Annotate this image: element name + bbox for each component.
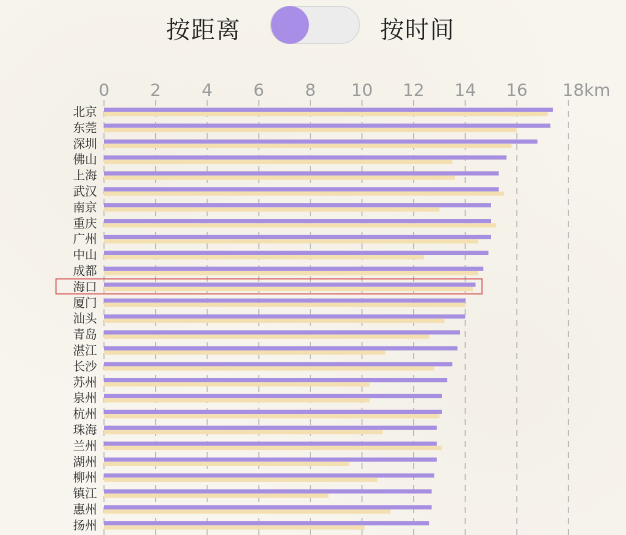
bar-series-1 [104, 473, 434, 477]
bar-series-2 [104, 223, 496, 227]
x-tick-label: 6 [253, 81, 265, 101]
bar-series-2 [104, 382, 370, 386]
x-tick-label: 12 [402, 81, 425, 101]
category-label: 柳州 [72, 470, 98, 485]
sort-by-time-label[interactable]: 按时间 [380, 16, 455, 44]
x-tick-label: 16 [505, 81, 528, 101]
category-label: 杭州 [72, 407, 98, 422]
bar-series-2 [104, 398, 370, 402]
bar-series-1 [104, 521, 429, 525]
bar-series-1 [104, 251, 488, 255]
bar-series-1 [104, 410, 442, 414]
bar-series-1 [104, 378, 447, 382]
category-label: 苏州 [72, 375, 98, 390]
bar-series-1 [104, 203, 491, 207]
x-tick-label: 2 [150, 81, 162, 101]
bar-series-2 [104, 335, 429, 339]
bar-series-2 [104, 478, 377, 482]
category-label: 厦门 [72, 295, 98, 310]
bar-series-2 [104, 144, 512, 148]
category-label: 海口 [72, 279, 98, 294]
bar-series-1 [104, 426, 437, 430]
category-label: 湖州 [72, 454, 98, 469]
bar-series-1 [104, 283, 476, 287]
bar-series-1 [104, 124, 550, 128]
bar-series-2 [104, 430, 383, 434]
bar-series-2 [104, 287, 473, 291]
bar-series-2 [104, 239, 478, 243]
category-label: 兰州 [72, 438, 98, 453]
bar-series-2 [104, 414, 439, 418]
category-label: 珠海 [72, 423, 98, 437]
category-label: 惠州 [72, 502, 98, 517]
bar-series-1 [104, 108, 553, 112]
bar-series-1 [104, 505, 432, 509]
category-label: 长沙 [72, 359, 98, 374]
bar-series-1 [104, 155, 506, 159]
bar-series-2 [104, 192, 504, 196]
bar-series-2 [104, 510, 390, 514]
x-tick-label: 0 [98, 81, 110, 101]
bar-series-2 [104, 255, 424, 259]
category-label: 广州 [72, 232, 98, 247]
bar-series-2 [104, 128, 517, 132]
bar-series-1 [104, 394, 442, 398]
bar-series-1 [104, 362, 452, 366]
category-label: 青岛 [72, 327, 98, 342]
bar-series-1 [104, 458, 437, 462]
category-label: 佛山 [72, 152, 98, 167]
x-tick-label: 14 [454, 81, 477, 101]
category-label: 成都 [72, 264, 98, 278]
bar-series-1 [104, 346, 457, 350]
x-tick-label: 18km [562, 81, 611, 101]
bar-series-1 [104, 187, 499, 191]
bar-series-2 [104, 160, 452, 164]
category-label: 武汉 [72, 184, 98, 199]
category-label: 中山 [72, 248, 98, 263]
bar-series-1 [104, 442, 437, 446]
bar-series-2 [104, 207, 439, 211]
bar-series-1 [104, 299, 465, 303]
bar-series-2 [104, 319, 445, 323]
bar-series-1 [104, 489, 432, 493]
category-label: 南京 [72, 200, 98, 215]
bar-series-1 [104, 219, 491, 223]
bar-series-2 [104, 462, 349, 466]
bar-series-1 [104, 140, 537, 144]
category-label: 扬州 [72, 518, 98, 533]
category-label: 重庆 [72, 216, 98, 231]
x-tick-label: 10 [351, 81, 373, 101]
category-label: 东莞 [72, 120, 98, 135]
bar-series-2 [104, 303, 465, 307]
category-label: 汕头 [72, 311, 98, 326]
bar-series-2 [104, 494, 328, 498]
category-label: 深圳 [72, 136, 98, 151]
x-tick-label: 4 [201, 81, 213, 101]
bar-series-2 [104, 176, 455, 180]
bar-series-2 [104, 446, 442, 450]
bar-series-1 [104, 267, 483, 271]
category-label: 上海 [72, 168, 98, 183]
category-label: 北京 [72, 105, 98, 119]
bar-series-1 [104, 330, 460, 334]
bar-series-2 [104, 271, 478, 275]
bar-series-2 [104, 525, 365, 529]
bar-series-1 [104, 171, 499, 175]
bar-series-2 [104, 351, 385, 355]
bar-series-1 [104, 314, 465, 318]
sort-by-distance-label[interactable]: 按距离 [166, 16, 241, 44]
category-label: 湛江 [72, 343, 98, 358]
bar-series-1 [104, 235, 491, 239]
bar-series-2 [104, 112, 548, 116]
bar-series-2 [104, 366, 434, 370]
x-tick-label: 8 [304, 81, 316, 101]
category-label: 镇江 [72, 486, 98, 501]
category-label: 泉州 [72, 391, 98, 406]
